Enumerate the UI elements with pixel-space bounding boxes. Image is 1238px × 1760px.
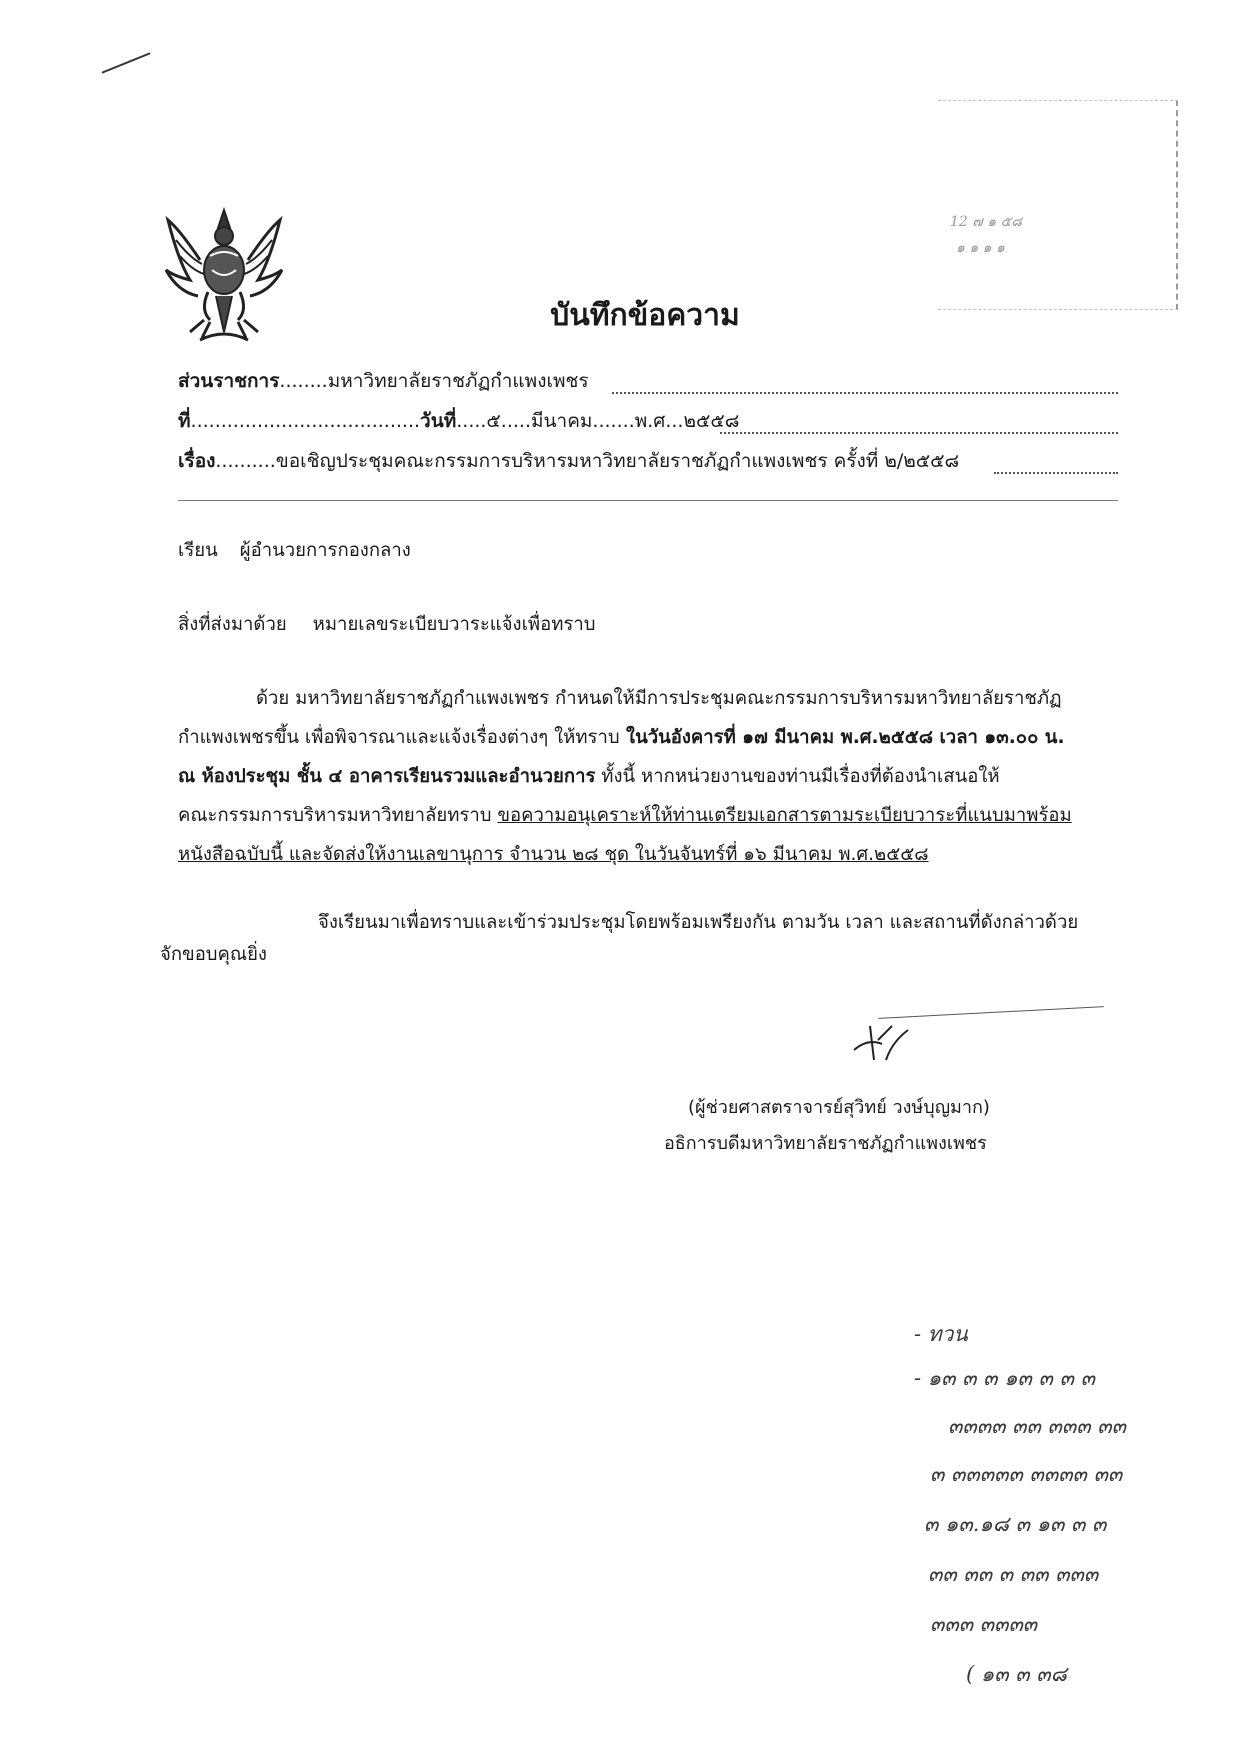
signature-line xyxy=(878,1006,1104,1019)
signatory-position: อธิการบดีมหาวิทยาลัยราชภัฏกำแพงเพชร xyxy=(664,1133,987,1154)
body-line: ณ ห้องประชุม ชั้น ๔ อาคารเรียนรวมและอำนวยการ ทั้งนี้ หากหน่วยงานของท่านมีเรื่องที่ต้องนำเสนอให้ xyxy=(178,766,1000,787)
receiving-stamp: 12 ๗ ๑ ๕๘ ๑ ๑ ๑ ๑ xyxy=(938,100,1178,310)
body-line: คณะกรรมการบริหารมหาวิทยาลัยทราบ ขอความอนุเคราะห์ให้ท่านเตรียมเอกสารตามระเบียบวาระที่แนบมาพร้อม xyxy=(178,805,1072,826)
agency-field xyxy=(178,366,589,396)
body-line: ด้วย มหาวิทยาลัยราชภัฏกำแพงเพชร กำหนดให้มีการประชุมคณะกรรมการบริหารมหาวิทยาลัยราชภัฏ xyxy=(256,688,1062,709)
dotted-line xyxy=(612,392,1118,394)
subject-value: ..........ขอเชิญประชุมคณะกรรมการบริหารมหาวิทยาลัยราชภัฏกำแพงเพชร ครั้งที่ ๒/๒๕๕๘ xyxy=(215,450,960,472)
subject-label: เรื่อง xyxy=(178,450,216,472)
body-line: กำแพงเพชรขึ้น เพื่อพิจารณาและแจ้งเรื่องต่างๆ ให้ทราบ ในวันอังคารที่ ๑๗ มีนาคม พ.ศ.๒๕๕๘ เวลา ๑๓.๐๐ น. xyxy=(178,727,1065,748)
attachment-value: หมายเลขระเบียบวาระแจ้งเพื่อทราบ xyxy=(312,614,596,635)
agency-value: ........มหาวิทยาลัยราชภัฏกำแพงเพชร xyxy=(279,370,589,392)
signature-icon xyxy=(848,1020,918,1066)
to-field xyxy=(178,536,411,565)
ref-label: ที่ xyxy=(178,410,191,432)
dotted-line xyxy=(720,432,1118,434)
pen-mark xyxy=(102,52,151,73)
signatory-name: (ผู้ช่วยศาสตราจารย์สุวิทย์ วงษ์บุญมาก) xyxy=(688,1097,990,1118)
dotted-line xyxy=(994,472,1118,474)
attachment-label: สิ่งที่ส่งมาด้วย xyxy=(178,614,287,635)
date-label: วันที่ xyxy=(420,410,457,432)
attachment-field xyxy=(178,610,595,639)
date-value: .....๕.....มีนาคม.......พ.ศ...๒๕๕๘ xyxy=(456,410,740,432)
agency-label: ส่วนราชการ xyxy=(178,370,280,392)
subject-field xyxy=(178,446,959,476)
handwritten-note: - ทวน - ๑๓ ๓ ๓ ๑๓ ๓ ๓ ๓ ๓๓๓๓ ๓๓ ๓๓๓ ๓๓ ๓ ๓๓๓๓๓ ๓๓๓๓ ๓๓ ๓ ๑๓.๑๘ ๓ ๑๓ ๓ ๓ ๓๓ ๓๓ ๓ ๓๓ ๓๓๓ ๓๓๓ ๓๓๓๓ ( ๑๓ ๓ ๓๘ xyxy=(914,1322,1126,1686)
ref-date-field xyxy=(178,406,739,436)
divider xyxy=(178,500,1118,501)
closing-line: จักขอบคุณยิ่ง xyxy=(160,944,267,965)
memo-title: บันทึกข้อความ xyxy=(550,298,740,333)
ref-value: ...................................... xyxy=(190,410,421,432)
to-label: เรียน xyxy=(178,540,218,561)
closing-line: จึงเรียนมาเพื่อทราบและเข้าร่วมประชุมโดยพร้อมเพรียงกัน ตามวัน เวลา และสถานที่ดังกล่าวด้วย xyxy=(318,912,1079,933)
to-value: ผู้อำนวยการกองกลาง xyxy=(239,540,411,561)
body-line: หนังสือฉบับนี้ และจัดส่งให้งานเลขานุการ จำนวน ๒๘ ชุด ในวันจันทร์ที่ ๑๖ มีนาคม พ.ศ.๒๕๕๘ xyxy=(178,844,929,865)
